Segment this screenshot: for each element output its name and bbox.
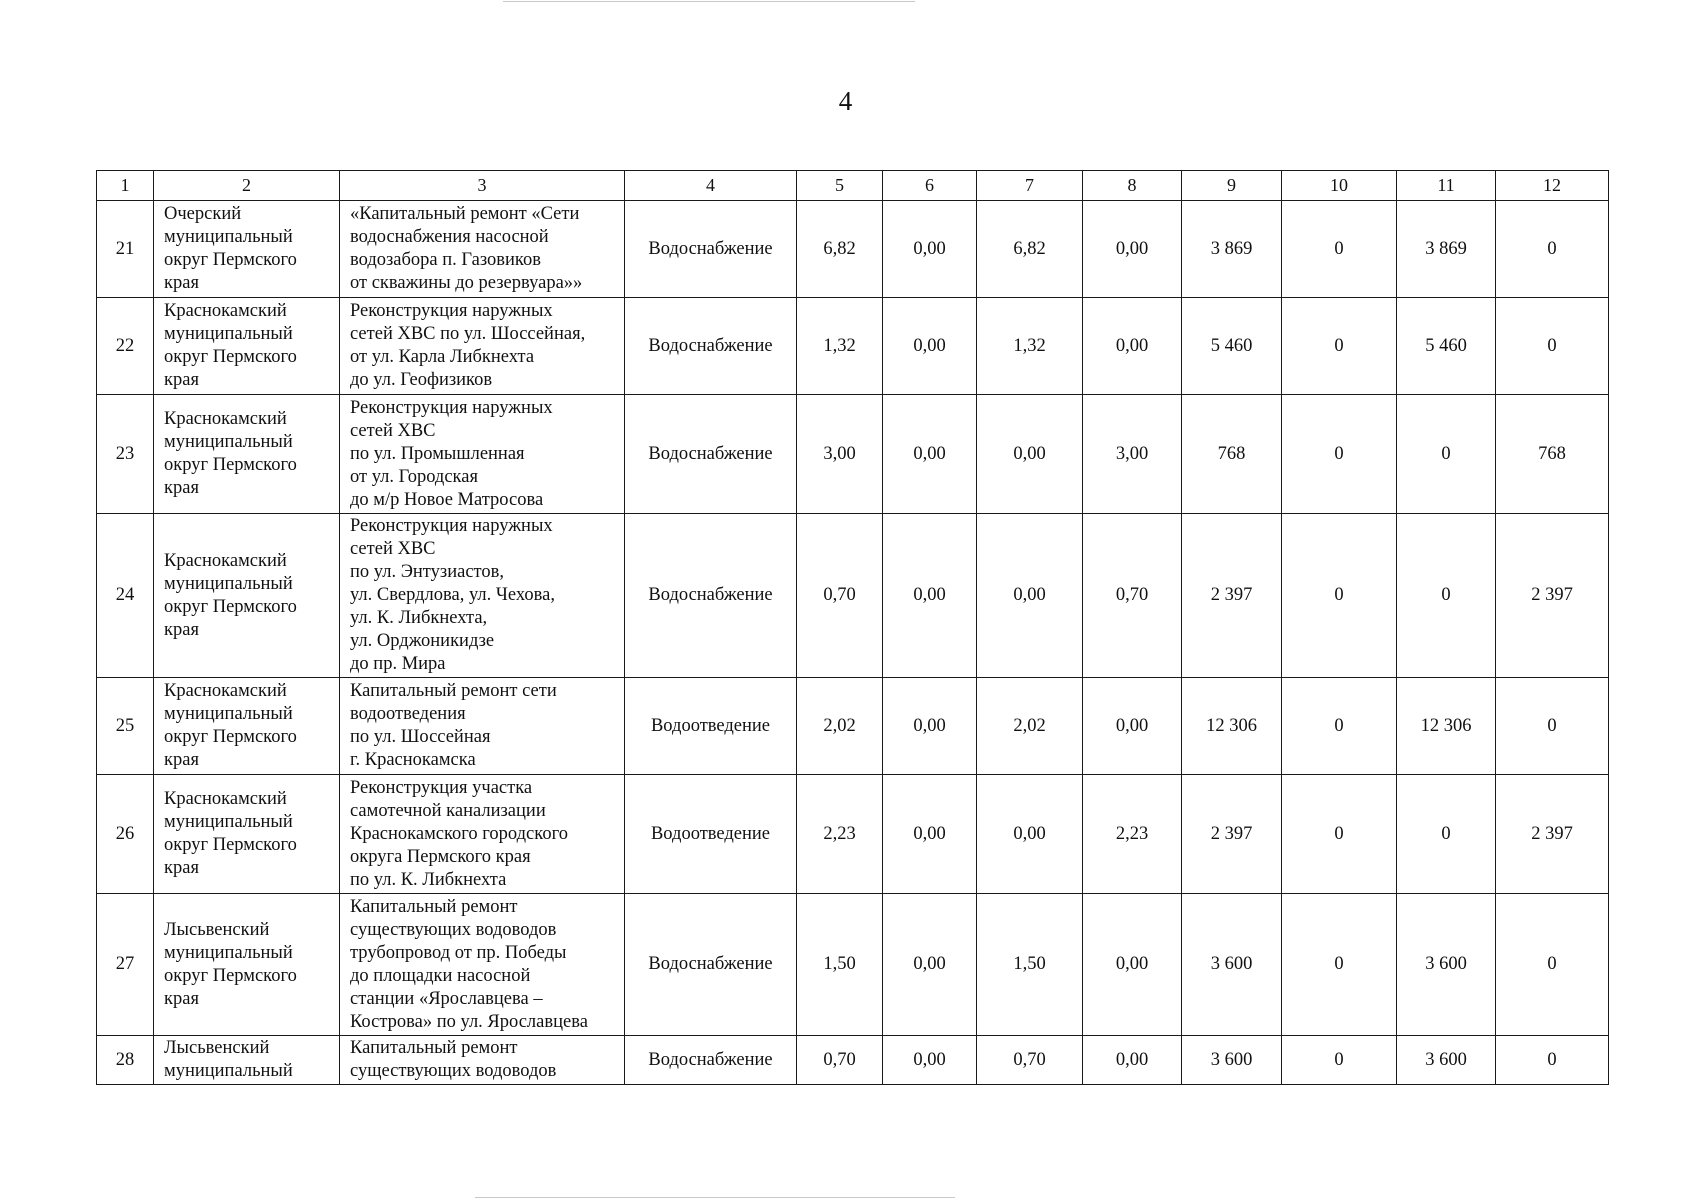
object-description-cell <box>340 894 625 1036</box>
cell-line: до пр. Мира <box>350 654 446 674</box>
municipality-cell <box>154 894 340 1036</box>
value-cell-col-5: 2,23 <box>797 775 883 894</box>
object-description-cell <box>340 1036 625 1085</box>
value-cell-col-11: 3 869 <box>1397 201 1496 298</box>
row-number-cell: 24 <box>97 514 154 678</box>
cell-line: водоснабжения насосной <box>350 227 549 247</box>
value-cell-col-12: 0 <box>1496 201 1609 298</box>
row-number-cell: 21 <box>97 201 154 298</box>
cell-line: муниципальный <box>164 432 293 452</box>
value-cell-col-7: 6,82 <box>977 201 1083 298</box>
value-cell-col-10: 0 <box>1282 395 1397 514</box>
value-cell-col-5: 2,02 <box>797 678 883 775</box>
value-cell-col-5: 0,70 <box>797 514 883 678</box>
header-cell: 11 <box>1397 171 1496 201</box>
cell-line: Реконструкция наружных <box>350 301 553 321</box>
value-cell-col-9: 3 600 <box>1182 1036 1282 1085</box>
value-cell-col-8: 2,23 <box>1083 775 1182 894</box>
cell-line: округ Пермского <box>164 596 297 617</box>
header-cell: 7 <box>977 171 1083 201</box>
value-cell-col-11: 0 <box>1397 514 1496 678</box>
header-cell: 1 <box>97 171 154 201</box>
municipality-cell <box>154 678 340 775</box>
municipality-cell <box>154 775 340 894</box>
cell-line: края <box>164 750 199 770</box>
cell-line: Краснокамского городского <box>350 823 568 844</box>
header-cell: 3 <box>340 171 625 201</box>
cell-line: Краснокамский <box>164 550 287 571</box>
header-cell: 6 <box>883 171 977 201</box>
row-number-cell: 26 <box>97 775 154 894</box>
value-cell-col-8: 0,70 <box>1083 514 1182 678</box>
value-cell-col-5: 6,82 <box>797 201 883 298</box>
cell-line: г. Краснокамска <box>350 750 476 770</box>
cell-line: от скважины до резервуара»» <box>350 273 583 293</box>
value-cell-col-7: 0,00 <box>977 395 1083 514</box>
header-cell: 2 <box>154 171 340 201</box>
value-cell-col-12: 2 397 <box>1496 775 1609 894</box>
cell-line: «Капитальный ремонт «Сети <box>350 204 580 224</box>
value-cell-col-11: 5 460 <box>1397 298 1496 395</box>
table-row <box>97 395 1609 514</box>
service-type-cell: Водоснабжение <box>625 201 797 298</box>
object-description-cell <box>340 775 625 894</box>
cell-line: муниципальный <box>164 942 293 963</box>
value-cell-col-8: 0,00 <box>1083 894 1182 1036</box>
value-cell-col-5: 3,00 <box>797 395 883 514</box>
cell-line: муниципальный <box>164 227 293 247</box>
value-cell-col-10: 0 <box>1282 298 1397 395</box>
value-cell-col-10: 0 <box>1282 678 1397 775</box>
service-type-cell: Водоснабжение <box>625 894 797 1036</box>
object-description-cell <box>340 298 625 395</box>
scan-edge-bottom <box>475 1197 955 1198</box>
municipality-cell <box>154 395 340 514</box>
value-cell-col-9: 3 869 <box>1182 201 1282 298</box>
value-cell-col-10: 0 <box>1282 1036 1397 1085</box>
value-cell-col-5: 1,50 <box>797 894 883 1036</box>
cell-line: муниципальный <box>164 573 293 594</box>
table-row <box>97 894 1609 1036</box>
value-cell-col-11: 0 <box>1397 395 1496 514</box>
value-cell-col-9: 2 397 <box>1182 775 1282 894</box>
header-cell: 10 <box>1282 171 1397 201</box>
value-cell-col-10: 0 <box>1282 514 1397 678</box>
cell-line: муниципальный <box>164 812 293 832</box>
table-row <box>97 298 1609 395</box>
value-cell-col-10: 0 <box>1282 894 1397 1036</box>
table-row <box>97 678 1609 775</box>
cell-line: Краснокамский <box>164 681 287 701</box>
page-number: 4 <box>838 86 853 116</box>
value-cell-col-8: 0,00 <box>1083 1036 1182 1085</box>
header-cell: 4 <box>625 171 797 201</box>
cell-line: Капитальный ремонт сети <box>350 681 557 701</box>
service-type-cell: Водоснабжение <box>625 1036 797 1085</box>
cell-line: края <box>164 619 199 640</box>
table-row <box>97 201 1609 298</box>
cell-line: края <box>164 858 199 878</box>
value-cell-col-7: 1,50 <box>977 894 1083 1036</box>
value-cell-col-6: 0,00 <box>883 894 977 1036</box>
cell-line: Лысьвенский <box>164 919 270 940</box>
cell-line: муниципальный <box>164 1061 293 1081</box>
cell-line: края <box>164 478 199 498</box>
value-cell-col-6: 0,00 <box>883 201 977 298</box>
service-type-cell: Водоотведение <box>625 775 797 894</box>
value-cell-col-6: 0,00 <box>883 1036 977 1085</box>
cell-line: сетей ХВС <box>350 539 436 559</box>
service-type-cell: Водоснабжение <box>625 395 797 514</box>
value-cell-col-9: 2 397 <box>1182 514 1282 678</box>
value-cell-col-9: 5 460 <box>1182 298 1282 395</box>
value-cell-col-9: 12 306 <box>1182 678 1282 775</box>
row-number-cell: 27 <box>97 894 154 1036</box>
table-row <box>97 1036 1609 1085</box>
cell-line: трубопровод от пр. Победы <box>350 942 567 963</box>
cell-line: от ул. Городская <box>350 466 478 487</box>
cell-line: Капитальный ремонт <box>350 1038 518 1058</box>
value-cell-col-11: 3 600 <box>1397 1036 1496 1085</box>
header-cell: 12 <box>1496 171 1609 201</box>
cell-line: Краснокамский <box>164 301 287 321</box>
service-type-cell: Водоснабжение <box>625 514 797 678</box>
object-description-cell <box>340 201 625 298</box>
value-cell-col-12: 0 <box>1496 678 1609 775</box>
cell-line: края <box>164 370 199 390</box>
cell-line: существующих водоводов <box>350 919 557 940</box>
value-cell-col-8: 3,00 <box>1083 395 1182 514</box>
cell-line: ул. Орджоникидзе <box>350 631 495 651</box>
row-number-cell: 28 <box>97 1036 154 1085</box>
row-number-cell: 23 <box>97 395 154 514</box>
value-cell-col-6: 0,00 <box>883 298 977 395</box>
cell-line: Капитальный ремонт <box>350 896 518 917</box>
value-cell-col-7: 2,02 <box>977 678 1083 775</box>
value-cell-col-12: 0 <box>1496 1036 1609 1085</box>
scan-edge-top <box>503 1 915 2</box>
cell-line: округ Пермского <box>164 455 297 475</box>
row-number-cell: 22 <box>97 298 154 395</box>
cell-line: по ул. Промышленная <box>350 443 525 464</box>
service-type-cell: Водоснабжение <box>625 298 797 395</box>
cell-line: округ Пермского <box>164 965 297 986</box>
object-description-cell <box>340 395 625 514</box>
value-cell-col-6: 0,00 <box>883 775 977 894</box>
header-row <box>97 171 1609 201</box>
cell-line: Реконструкция наружных <box>350 516 553 536</box>
value-cell-col-7: 1,32 <box>977 298 1083 395</box>
data-table <box>96 170 1609 1085</box>
table-row <box>97 514 1609 678</box>
cell-line: сетей ХВС <box>350 420 436 441</box>
cell-line: Кострова» по ул. Ярославцева <box>350 1011 588 1032</box>
cell-line: муниципальный <box>164 704 293 724</box>
municipality-cell <box>154 1036 340 1085</box>
cell-line: ул. Свердлова, ул. Чехова, <box>350 585 555 605</box>
value-cell-col-8: 0,00 <box>1083 678 1182 775</box>
value-cell-col-5: 1,32 <box>797 298 883 395</box>
value-cell-col-10: 0 <box>1282 201 1397 298</box>
cell-line: станции «Ярославцева – <box>350 988 543 1009</box>
cell-line: края <box>164 273 199 293</box>
header-cell: 9 <box>1182 171 1282 201</box>
cell-line: Реконструкция участка <box>350 777 533 798</box>
cell-line: Реконструкция наружных <box>350 397 553 418</box>
cell-line: края <box>164 988 199 1009</box>
value-cell-col-6: 0,00 <box>883 678 977 775</box>
header-cell: 8 <box>1083 171 1182 201</box>
cell-line: округ Пермского <box>164 835 297 855</box>
cell-line: округ Пермского <box>164 727 297 747</box>
cell-line: от ул. Карла Либкнехта <box>350 347 535 367</box>
value-cell-col-7: 0,00 <box>977 514 1083 678</box>
cell-line: ул. К. Либкнехта, <box>350 608 488 628</box>
object-description-cell <box>340 678 625 775</box>
value-cell-col-7: 0,00 <box>977 775 1083 894</box>
value-cell-col-11: 0 <box>1397 775 1496 894</box>
row-number-cell: 25 <box>97 678 154 775</box>
table-row <box>97 775 1609 894</box>
municipality-cell <box>154 201 340 298</box>
cell-line: по ул. Энтузиастов, <box>350 562 504 582</box>
value-cell-col-9: 768 <box>1182 395 1282 514</box>
municipality-cell <box>154 298 340 395</box>
object-description-cell <box>340 514 625 678</box>
value-cell-col-8: 0,00 <box>1083 298 1182 395</box>
value-cell-col-9: 3 600 <box>1182 894 1282 1036</box>
cell-line: округ Пермского <box>164 250 297 270</box>
value-cell-col-11: 12 306 <box>1397 678 1496 775</box>
value-cell-col-6: 0,00 <box>883 514 977 678</box>
value-cell-col-10: 0 <box>1282 775 1397 894</box>
cell-line: до м/р Новое Матросова <box>350 489 544 510</box>
cell-line: по ул. Шоссейная <box>350 727 491 747</box>
value-cell-col-11: 3 600 <box>1397 894 1496 1036</box>
cell-line: округа Пермского края <box>350 846 531 867</box>
value-cell-col-7: 0,70 <box>977 1036 1083 1085</box>
value-cell-col-6: 0,00 <box>883 395 977 514</box>
header-cell: 5 <box>797 171 883 201</box>
cell-line: до ул. Геофизиков <box>350 370 493 390</box>
value-cell-col-5: 0,70 <box>797 1036 883 1085</box>
cell-line: Очерский <box>164 204 242 224</box>
value-cell-col-12: 2 397 <box>1496 514 1609 678</box>
value-cell-col-12: 0 <box>1496 894 1609 1036</box>
municipality-cell <box>154 514 340 678</box>
value-cell-col-12: 768 <box>1496 395 1609 514</box>
cell-line: существующих водоводов <box>350 1061 557 1081</box>
service-type-cell: Водоотведение <box>625 678 797 775</box>
cell-line: по ул. К. Либкнехта <box>350 869 507 890</box>
cell-line: Краснокамский <box>164 789 287 809</box>
cell-line: до площадки насосной <box>350 965 531 986</box>
cell-line: муниципальный <box>164 324 293 344</box>
cell-line: округ Пермского <box>164 347 297 367</box>
value-cell-col-8: 0,00 <box>1083 201 1182 298</box>
cell-line: водоотведения <box>350 704 466 724</box>
cell-line: водозабора п. Газовиков <box>350 250 541 270</box>
cell-line: сетей ХВС по ул. Шоссейная, <box>350 324 586 344</box>
cell-line: самотечной канализации <box>350 800 546 821</box>
cell-line: Краснокамский <box>164 409 287 429</box>
value-cell-col-12: 0 <box>1496 298 1609 395</box>
cell-line: Лысьвенский <box>164 1038 270 1058</box>
